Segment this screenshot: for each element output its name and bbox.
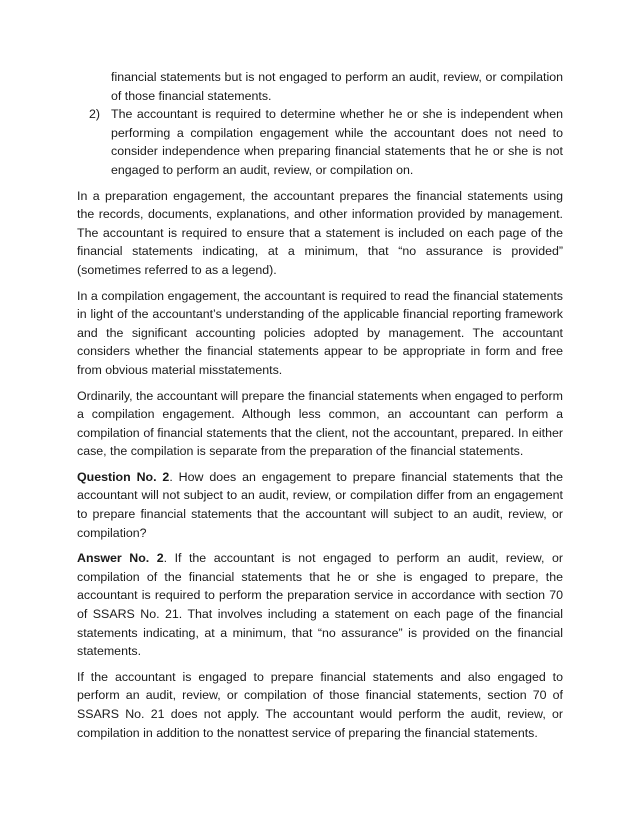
paragraph-compilation-engagement: In a compilation engagement, the accountant is required to read the financial statements in light of the accountant’s understanding of the applicable financial reporting framework and the significant accounting policies adopted by management. The accountant considers whether the financial statements appear to be appropriate in form and free from obvious material misstatements. <box>77 288 563 377</box>
question-text: . How does an engagement to prepare financial statements that the accountant will not subject to an audit, review, or compilation differ from an engagement to prepare financial statements that the accountant will subject to an audit, review, or compilation? <box>77 469 563 540</box>
answer-label: Answer No. 2 <box>77 551 164 566</box>
list-item-text: The accountant is required to determine whether he or she is independent when performing a compilation engagement while the accountant does not need to consider independence when preparing financial statements that he or she is not engaged to perform an audit, review, or compilation on. <box>111 107 563 177</box>
question-paragraph <box>77 468 563 542</box>
paragraph-also-engaged: If the accountant is engaged to prepare financial statements and also engaged to perform an audit, review, or compilation of those financial statements, section 70 of SSARS No. 21 does not apply. The accountant would perform the audit, review, or compilation in addition to the nonattest service of preparing the financial statements. <box>77 669 563 740</box>
paragraph-preparation-engagement: In a preparation engagement, the accountant prepares the financial statements using the records, documents, explanations, and other information provided by management. The accountant is required to ensure that a statement is included on each page of the financial statements indicating, at a minimum, that “no assurance is provided” (sometimes referred to as a legend). <box>77 188 563 277</box>
question-label: Question No. 2 <box>77 469 170 484</box>
paragraph-ordinarily: Ordinarily, the accountant will prepare the financial statements when engaged to perform a compilation engagement. Although less common, an accountant can perform a compilation of financial statements that the client, not the accountant, prepared. In either case, the compilation is separate from the preparation of the financial statements. <box>77 388 563 459</box>
list-item-number: 2) <box>89 107 101 122</box>
answer-paragraph <box>77 549 563 661</box>
document-page <box>77 68 563 742</box>
list-item-1-continuation: financial statements but is not engaged to perform an audit, review, or compilation of those financial statements. <box>111 70 563 103</box>
list-item-2 <box>77 105 563 179</box>
answer-text: . If the accountant is not engaged to perform an audit, review, or compilation of the financial statements that he or she is engaged to prepare, the accountant is required to perform the preparation service in accordance with section 70 of SSARS No. 21. That involves including a statement on each page of the financial statements indicating, at a minimum, that “no assurance” is provided on the financial statements. <box>77 551 563 659</box>
